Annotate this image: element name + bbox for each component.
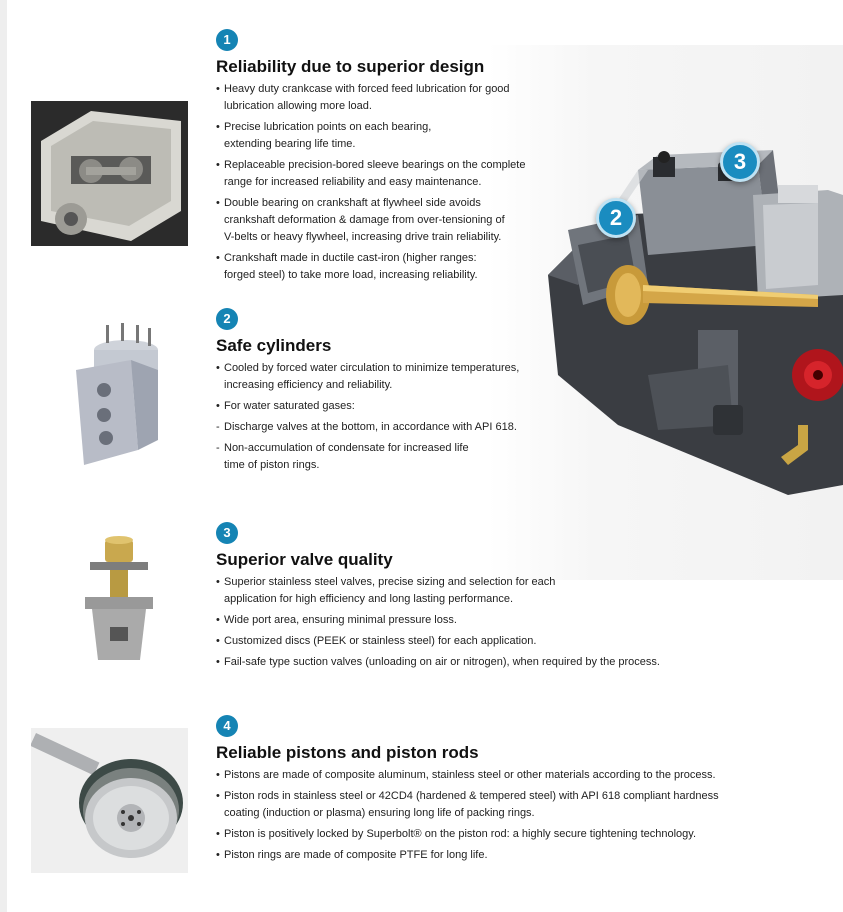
piston-photo (31, 728, 188, 873)
bullet-item (216, 195, 576, 246)
bullet-line: crankshaft deformation & damage from over-tensioning of (224, 214, 505, 226)
bullet-line: application for high efficiency and long lasting performance. (224, 593, 514, 605)
bullet-line: • Piston rods in stainless steel or 42CD4 (hardened & tempered steel) with API 618 compliant hardness (224, 790, 719, 802)
bullet-item (216, 119, 576, 153)
section-title: Reliability due to superior design (216, 57, 485, 76)
bullet-line: • Precise lubrication points on each bearing, (224, 121, 432, 133)
bullet-item (216, 81, 576, 115)
bullet-item (216, 612, 816, 629)
sub-bullet-item (216, 419, 576, 436)
bullet-line: forged steel) to take more load, increasing reliability. (224, 269, 478, 281)
bullet-line: • Cooled by forced water circulation to minimize temperatures, (224, 362, 520, 374)
section-pistons (216, 715, 816, 868)
bullet-line: • Heavy duty crankcase with forced feed lubrication for good (224, 83, 510, 95)
bullet-line: range for increased reliability and easy maintenance. (224, 176, 482, 188)
bullet-list (216, 81, 576, 284)
bullet-item (216, 788, 816, 822)
bullet-line: • Wide port area, ensuring minimal pressure loss. (224, 614, 457, 626)
bullet-item (216, 398, 576, 415)
bullet-item (216, 360, 576, 394)
bullet-item (216, 157, 576, 191)
bullet-line: • Fail-safe type suction valves (unloading on air or nitrogen), when required by the process. (224, 656, 660, 668)
callout-badge-3: 3 (720, 142, 760, 182)
page-left-margin-rule (0, 0, 7, 912)
cylinder-photo (66, 320, 166, 472)
bullet-line: V-belts or heavy flywheel, increasing drive train reliability. (224, 231, 502, 243)
bullet-line: - Non-accumulation of condensate for increased life (224, 442, 469, 454)
bullet-line: • Replaceable precision-bored sleeve bearings on the complete (224, 159, 526, 171)
bullet-list (216, 574, 816, 671)
section-safe-cylinders (216, 308, 576, 478)
bullet-line: time of piston rings. (224, 459, 320, 471)
bullet-line: - Discharge valves at the bottom, in accordance with API 618. (224, 421, 517, 433)
callout-badge-2: 2 (596, 198, 636, 238)
bullet-item (216, 654, 816, 671)
bullet-line: • Customized discs (PEEK or stainless steel) for each application. (224, 635, 537, 647)
bullet-line: • Superior stainless steel valves, precise sizing and selection for each (224, 576, 556, 588)
bullet-item (216, 826, 816, 843)
bullet-item (216, 574, 816, 608)
section-title: Superior valve quality (216, 550, 393, 569)
bullet-item (216, 250, 576, 284)
bullet-line: • Piston is positively locked by Superbolt® on the piston rod: a highly secure tightening technology. (224, 828, 697, 840)
bullet-line: • Piston rings are made of composite PTFE for long life. (224, 849, 488, 861)
section-title: Reliable pistons and piston rods (216, 743, 479, 762)
bullet-line: • Pistons are made of composite aluminum, stainless steel or other materials according to the process. (224, 769, 716, 781)
bullet-line: extending bearing life time. (224, 138, 356, 150)
section-reliability (216, 29, 576, 288)
section-number-badge: 1 (216, 29, 238, 51)
bullet-line: increasing efficiency and reliability. (224, 379, 393, 391)
section-number-badge: 4 (216, 715, 238, 737)
section-title: Safe cylinders (216, 336, 332, 355)
section-number-badge: 3 (216, 522, 238, 544)
valve-photo (80, 535, 158, 670)
bullet-line: • Double bearing on crankshaft at flywheel side avoids (224, 197, 481, 209)
bullet-list (216, 360, 576, 474)
bullet-item (216, 633, 816, 650)
bullet-list (216, 767, 816, 864)
bullet-line: coating (induction or plasma) ensuring long life of packing rings. (224, 807, 535, 819)
section-number-badge: 2 (216, 308, 238, 330)
sub-bullet-item (216, 440, 576, 474)
bullet-item (216, 847, 816, 864)
section-valve-quality (216, 522, 816, 675)
bullet-line: lubrication allowing more load. (224, 100, 372, 112)
bullet-line: • Crankshaft made in ductile cast-iron (higher ranges: (224, 252, 477, 264)
bullet-item (216, 767, 816, 784)
bullet-line: • For water saturated gases: (224, 400, 355, 412)
crankcase-photo (31, 101, 188, 246)
